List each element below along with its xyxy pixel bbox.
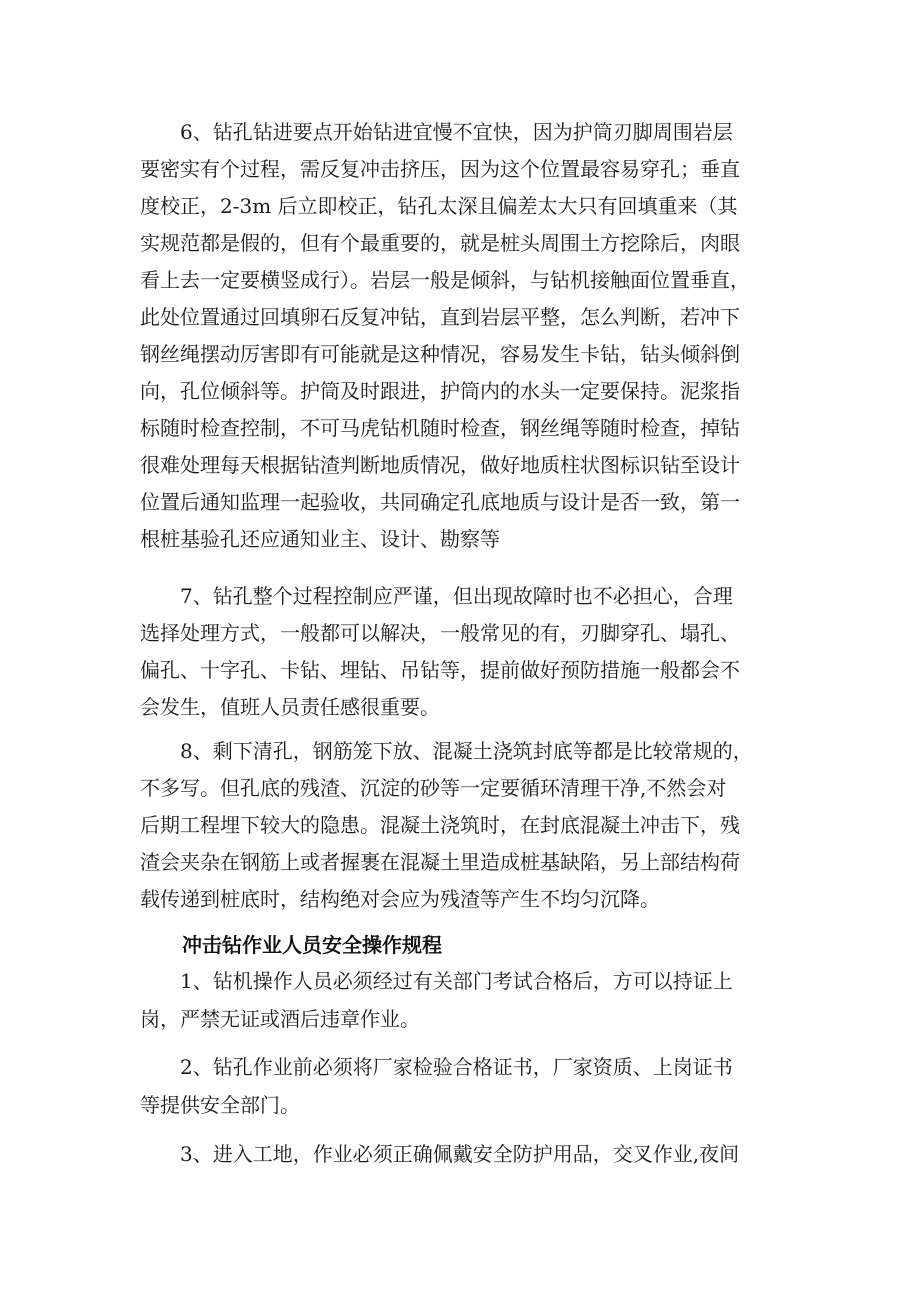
paragraph-line: 钢丝绳摆动厉害即有可能就是这种情况，容易发生卡钻，钻头倾斜倒 [140,342,740,366]
paragraph-line: 很难处理每天根据钻渣判断地质情况，做好地质柱状图标识钻至设计 [140,453,740,477]
paragraph-line: 此处位置通过回填卵石反复冲钻，直到岩层平整，怎么判断，若冲下 [140,305,740,329]
paragraph-line: 渣会夹杂在钢筋上或者握裹在混凝土里造成桩基缺陷，另上部结构荷 [140,850,740,874]
paragraph-line: 看上去一定要横竖成行）。岩层一般是倾斜，与钻机接触面位置垂直， [140,268,750,292]
paragraph-line: 偏孔、十字孔、卡钻、埋钻、吊钻等，提前做好预防措施一般都会不 [140,658,740,682]
paragraph-line: 等提供安全部门。 [140,1093,300,1117]
paragraph-line: 3、进入工地，作业必须正确佩戴安全防护用品，交叉作业,夜间 [180,1142,740,1166]
paragraph-line: 标随时检查控制，不可马虎钻机随时检查，钢丝绳等随时检查，掉钻 [140,416,740,440]
paragraph-line: 实规范都是假的，但有个最重要的，就是桩头周围土方挖除后，肉眼 [140,231,740,255]
paragraph-line: 选择处理方式，一般都可以解决，一般常见的有，刃脚穿孔、塌孔、 [140,621,740,645]
paragraph-line: 岗，严禁无证或酒后违章作业。 [140,1007,420,1031]
paragraph-line: 后期工程埋下较大的隐患。混凝土浇筑时，在封底混凝土冲击下，残 [140,813,740,837]
paragraph-line: 向，孔位倾斜等。护筒及时跟进，护筒内的水头一定要保持。泥浆指 [140,379,740,403]
paragraph-line: 2、钻孔作业前必须将厂家检验合格证书，厂家资质、上岗证书 [180,1055,733,1079]
paragraph-line: 根桩基验孔还应通知业主、设计、勘察等 [140,527,500,551]
paragraph-line: 8、剩下清孔，钢筋笼下放、混凝土浇筑封底等都是比较常规的， [180,739,753,763]
paragraph-line: 位置后通知监理一起验收，共同确定孔底地质与设计是否一致，第一 [140,490,740,514]
paragraph-line: 7、钻孔整个过程控制应严谨，但出现故障时也不必担心，合理 [180,584,733,608]
paragraph-line: 载传递到桩底时，结构绝对会应为残渣等产生不均匀沉降。 [140,887,660,911]
paragraph-line: 会发生，值班人员责任感很重要。 [140,695,440,719]
paragraph-line: 要密实有个过程，需反复冲击挤压，因为这个位置最容易穿孔；垂直 [140,157,740,181]
paragraph-line: 度校正，2-3m 后立即校正，钻孔太深且偏差太大只有回填重来（其 [140,194,738,218]
paragraph-line: 6、钻孔钻进要点开始钻进宜慢不宜快，因为护筒刃脚周围岩层 [180,120,733,144]
paragraph-line: 不多写。但孔底的残渣、沉淀的砂等一定要循环清理干净,不然会对 [140,776,727,800]
section-heading: 冲击钻作业人员安全操作规程 [182,933,442,957]
paragraph-line: 1、钻机操作人员必须经过有关部门考试合格后，方可以持证上 [180,969,733,993]
